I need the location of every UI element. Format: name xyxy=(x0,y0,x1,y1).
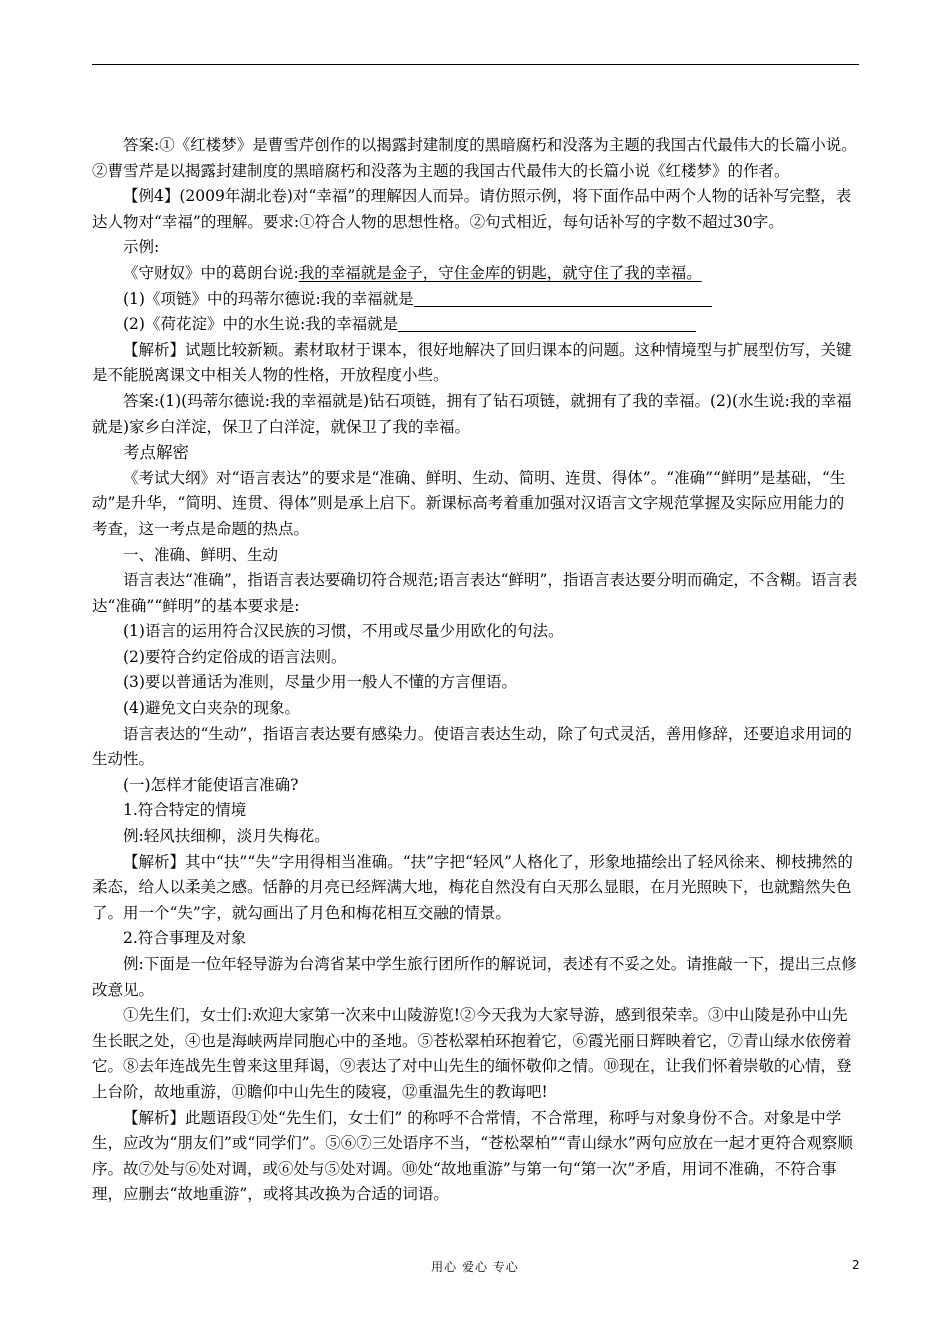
definition-paragraph: 语言表达“准确”，指语言表达要确切符合规范;语言表达“鲜明”，指语言表达要分明而确定，不含糊。语言表达“准确”“鲜明”的基本要求是: xyxy=(92,571,858,615)
guide-speech: ①先生们，女士们:欢迎大家第一次来中山陵游览!②今天我为大家导游，感到很荣幸。③中山陵是孙中山先生长眠之处，④也是海峡两岸同胞心中的圣地。⑤苍松翠柏环抱着它，⑥霞光丽日辉映着它，⑦青山绿水依傍着它。⑧去年连战先生曾来这里拜谒，⑨表达了对中山先生的缅怀敬仰之情。⑩现在，让我们怀着崇敬的心情，登上台阶，故地重游，⑪瞻仰中山先生的陵寝，⑫重温先生的教诲吧! xyxy=(92,1006,852,1101)
header-rule xyxy=(92,64,859,65)
section-heading: 考点解密 xyxy=(123,443,189,463)
answer-paragraph: 答案:①《红楼梦》是曹雪芹创作的以揭露封建制度的黑暗腐朽和没落为主题的我国古代最伟大的长篇小说。②曹雪芹是以揭露封建制度的黑暗腐朽和没落为主题的我国古代最伟大的长篇小说《红楼梦》的作者。 xyxy=(92,136,857,180)
fill-line-2 xyxy=(92,312,859,338)
analysis-paragraph-2: 【解析】其中“扶”“失”字用得相当准确。“扶”字把“轻风”人格化了，形象地描绘出了轻风徐来、柳枝拂然的柔态，给人以柔美之感。恬静的月亮已经辉满大地，梅花自然没有白天那么显眼，在月光照映下，也就黯然失色了。用一个“失”字，就勾画出了月色和梅花相互交融的情景。 xyxy=(92,852,853,922)
example-line: 例:轻风扶细柳，淡月失梅花。 xyxy=(123,827,330,846)
requirement-2: (2)要符合约定俗成的语言法则。 xyxy=(123,647,347,666)
page-number: 2 xyxy=(852,1258,860,1272)
example-4-question: 【例4】(2009年湖北卷)对“幸福”的理解因人而异。请仿照示例，将下面作品中两个人物的话补写完整，表达人物对“幸福”的理解。要求:①符合人物的思想性格。②句式相近，每句话补写的字数不超过30字。 xyxy=(92,187,852,231)
sample-underlined-text: 我的幸福就是金子，守住金库的钥匙，就守住了我的幸福。 xyxy=(298,263,702,282)
answer-paragraph-2: 答案:(1)(玛蒂尔德说:我的幸福就是)钻石项链，拥有了钻石项链，就拥有了我的幸福。(2)(水生说:我的幸福就是)家乡白洋淀，保卫了白洋淀，就保卫了我的幸福。 xyxy=(92,391,852,436)
footer-motto: 用心 爱心 专心 xyxy=(431,1260,519,1274)
page-body xyxy=(92,133,859,1208)
question-heading: (一)怎样才能使语言准确? xyxy=(123,775,299,794)
point-1-heading: 1.符合特定的情境 xyxy=(123,801,247,820)
syllabus-paragraph: 《考试大纲》对“语言表达”的要求是“准确、鲜明、生动、简明、连贯、得体”。“准确”“鲜明”是基础，“生动”是升华，“简明、连贯、得体”则是承上启下。新课标高考着重加强对汉语言文字规范掌握及实际应用能力的考查，这一考点是命题的热点。 xyxy=(92,468,846,538)
answer-blank-2 xyxy=(398,313,696,332)
answer-blank-1 xyxy=(414,288,712,307)
analysis-paragraph-3: 【解析】此题语段①处“先生们，女士们” 的称呼不合常情，不合常理，称呼与对象身份不合。对象是中学生，应改为“朋友们”或“同学们”。⑤⑥⑦三处语序不当，“苍松翠柏”“青山绿水”两句应放在一起才更符合观察顺序。故⑦处与⑥处对调，或⑥处与⑤处对调。⑩处“故地重游”与第一句“第一次”矛盾，用词不准确，不符合事理，应删去“故地重游”，或将其改换为合适的词语。 xyxy=(92,1108,853,1204)
point-2-heading: 2.符合事理及对象 xyxy=(123,929,247,948)
fill-line-1 xyxy=(92,287,859,313)
analysis-paragraph-1: 【解析】试题比较新颖。素材取材于课本，很好地解决了回归课本的问题。这种情境型与扩展型仿写，关键是不能脱离课文中相关人物的性格，开放程度小些。 xyxy=(92,340,852,385)
requirement-1: (1)语言的运用符合汉民族的习惯，不用或尽量少用欧化的句法。 xyxy=(123,622,564,641)
fill-line-1-text: (1)《项链》中的玛蒂尔德说:我的幸福就是 xyxy=(123,289,414,308)
sample-line xyxy=(92,261,859,287)
requirement-3: (3)要以普通话为准则，尽量少用一般人不懂的方言俚语。 xyxy=(123,673,517,692)
page-footer xyxy=(0,1258,950,1278)
requirement-4: (4)避免文白夹杂的现象。 xyxy=(123,699,300,718)
sample-label: 示例: xyxy=(123,238,160,257)
subsection-heading-1: 一、准确、鲜明、生动 xyxy=(123,545,279,564)
example-question-2: 例:下面是一位年轻导游为台湾省某中学生旅行团所作的解说词，表述有不妥之处。请推敲一下，提出三点修改意见。 xyxy=(92,955,857,999)
sample-speaker: 《守财奴》中的葛朗台说: xyxy=(123,263,299,282)
vivid-paragraph: 语言表达的“生动”，指语言表达要有感染力。使语言表达生动，除了句式灵活，善用修辞，还要追求用词的生动性。 xyxy=(92,724,852,769)
fill-line-2-text: (2)《荷花淀》中的水生说:我的幸福就是 xyxy=(123,315,399,334)
